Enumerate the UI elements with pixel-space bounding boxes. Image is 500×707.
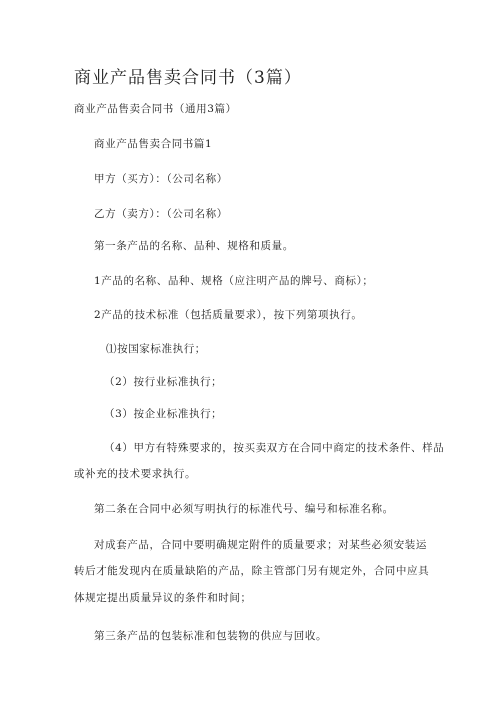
article-1-item-1: 1产品的名称、品种、规格（应注明产品的牌号、商标）； — [94, 275, 374, 287]
paragraph-line-2: 转后才能发现内在质量缺陷的产品，除主管部门另有规定外，合同中应具 — [74, 565, 430, 577]
document-subtitle: 商业产品售卖合同书（通用3篇） — [74, 103, 237, 115]
paragraph-line-3: 体规定提出质量异议的条件和时间； — [74, 592, 252, 604]
party-b-line: 乙方（卖方）：（公司名称） — [94, 208, 228, 220]
article-3: 第三条产品的包装标准和包装物的供应与回收。 — [94, 630, 328, 642]
article-1-item-2: 2产品的技术标准（包括质量要求），按下列第项执行。 — [94, 309, 363, 321]
section-heading: 商业产品售卖合同书篇1 — [94, 138, 213, 150]
standard-option-4-line-2: 或补充的技术要求执行。 — [74, 468, 197, 480]
standard-option-2: （2）按行业标准执行； — [104, 376, 223, 388]
paragraph-line-1: 对成套产品，合同中要明确规定附件的质量要求；对某些必须安装运 — [94, 539, 427, 551]
standard-option-4-line-1: （4）甲方有特殊要求的，按买卖双方在合同中商定的技术条件、样品 — [104, 442, 445, 454]
standard-option-3: （3）按企业标准执行； — [104, 408, 223, 420]
article-2: 第二条在合同中必须写明执行的标准代号、编号和标准名称。 — [94, 503, 394, 515]
standard-option-1: ⑴按国家标准执行； — [106, 343, 206, 355]
party-a-line: 甲方（买方）：（公司名称） — [94, 173, 228, 185]
article-1: 第一条产品的名称、品种、规格和质量。 — [94, 240, 294, 252]
document-title: 商业产品售卖合同书（3篇） — [74, 68, 302, 88]
